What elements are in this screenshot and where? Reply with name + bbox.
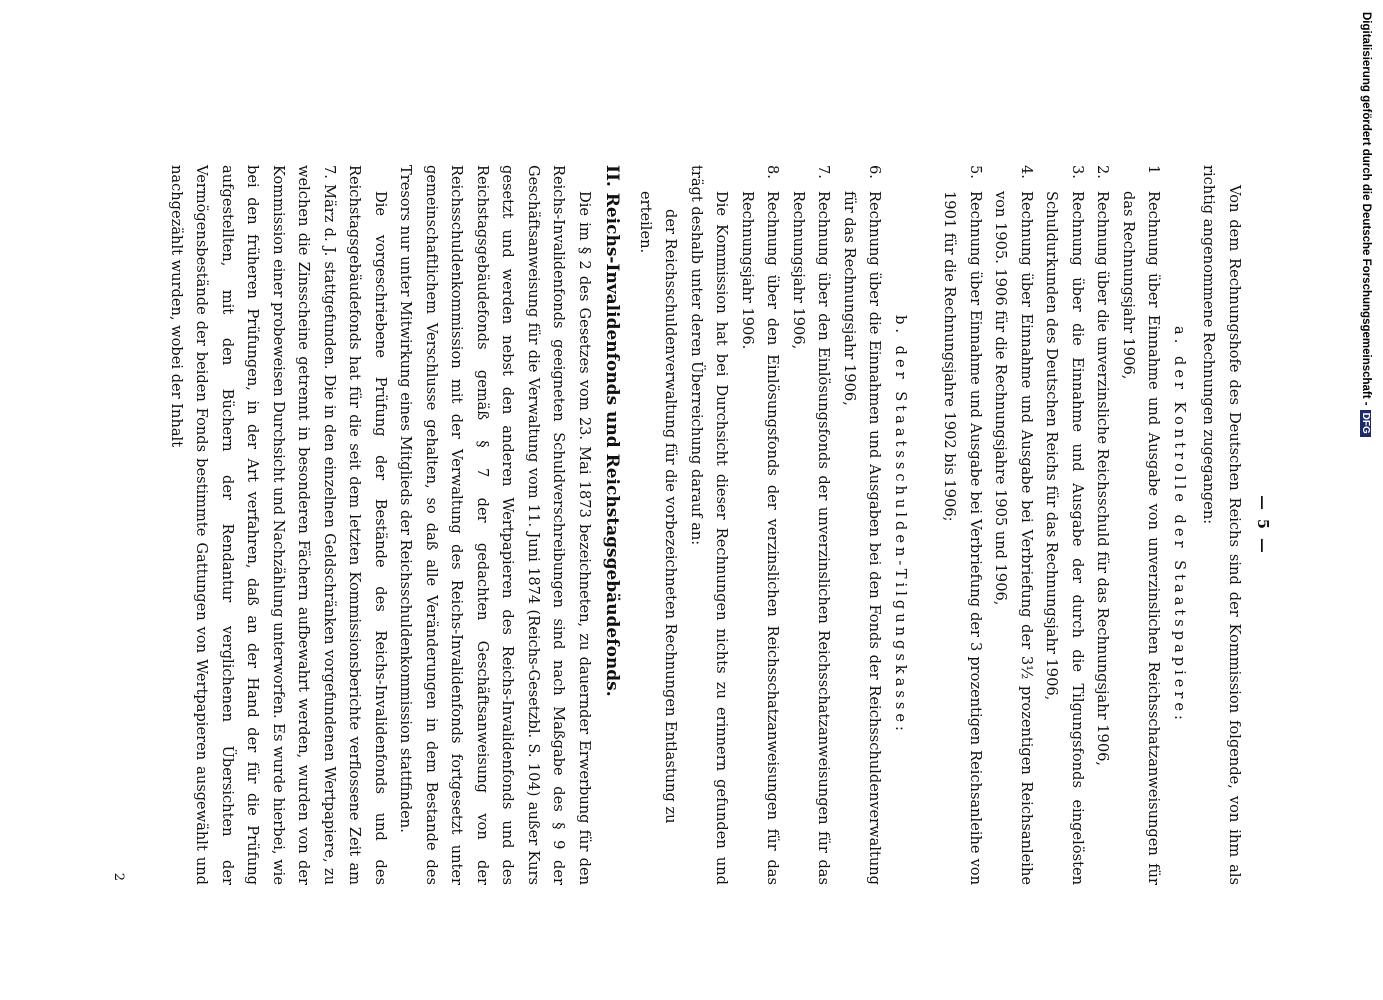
item-text: Rechnung über die unverzinsliche Reichsschuld für das Rechnungsjahr 1906, xyxy=(1094,191,1112,767)
item-text: Rechnung über Einnahme und Ausgabe bei Verbriefung der 3½ prozentigen Reichsanleihe von 1905. 1906 für die Rechnungsjahre 1905 und 1906, xyxy=(992,191,1035,885)
item-number: 4. xyxy=(1018,165,1035,179)
list-item xyxy=(937,165,988,885)
conclusion-motion: der Reichsschuldenverwaltung für die vorbezeichneten Rechnungen Entlastung zu erteilen. xyxy=(637,191,680,824)
dfg-logo: DFG xyxy=(1360,410,1371,437)
list-item xyxy=(786,165,837,885)
section-a-heading: a. der Kontrolle der Staatspapiere: xyxy=(1171,326,1188,724)
document-page xyxy=(111,165,1275,885)
item-text: Rechnung über den Einlösungsfonds der verzinslichen Reichsschatzanweisungen für das Rechnungsjahr 1906. xyxy=(739,191,782,885)
list-item xyxy=(1039,165,1090,885)
credit-text: Digitalisierung gefördert durch die Deutsche Forschungsgemeinschaft - xyxy=(1360,12,1372,406)
item-number: 6. xyxy=(866,165,884,179)
page-number: — 5 — xyxy=(1254,495,1271,555)
list-item xyxy=(735,165,786,885)
item-text: Rechnung über den Einlösungsfonds der unverzinslichen Reichsschatzanweisungen für das Rechnungsjahr 1906, xyxy=(790,191,833,885)
list-item xyxy=(837,165,888,885)
body-paragraph: Die im § 2 des Gesetzes vom 23. Mai 1873 bezeichneten, zu dauernder Erwerbung für den Reichs-Invalidenfonds geeigneten Schuldverschreibungen sind nach Maßgabe des § 9 der Geschäftsanweisung für die Verwaltung vom 11. Juni 1874 (Reichs-Gesetzbl. S. 104) außer Kurs gesetzt und werden nebst den anderen Wertpapieren des Reichs-Invalidenfonds und des Reichstagsgebäudefonds gemäß § 7 der gedachten Geschäftsanweisung von der Reichsschuldenkommission mit der Verwaltung des Reichs-Invalidenfonds fortgesetzt unter gemeinschaftlichem Verschlusse gehalten, so daß alle Veränderungen in dem Bestande des Tresors nur unter Mitwirkung eines Mitglieds der Reichsschuldenkommission stattfinden. xyxy=(397,165,593,885)
list-item xyxy=(1090,165,1116,885)
item-number: 3. xyxy=(1069,165,1086,179)
item-text: Rechnung über die Einnahme und Ausgabe der durch die Tilgungsfonds eingelösten Schuldurkunden des Deutschen Reichs für das Rechnungsjahr 1906, xyxy=(1043,191,1086,885)
item-number: 5. xyxy=(967,165,984,179)
item-number: 2. xyxy=(1094,165,1112,179)
section-ii-heading: II. Reichs-Invalidenfonds und Reichstagsgebäudefonds. xyxy=(602,165,623,697)
digitization-credit xyxy=(1360,12,1372,992)
signature-mark: 2 xyxy=(111,872,127,881)
section-b-heading: b. der Staatsschulden-Tilgungskasse: xyxy=(892,315,909,735)
list-item xyxy=(1116,165,1167,885)
conclusion-text: Die Kommission hat bei Durchsicht dieser Rechnungen nichts zu erinnern gefunden und trägt deshalb unter deren Überreichung darauf an: xyxy=(688,165,731,885)
item-text: Rechnung über die Einnahmen und Ausgaben bei den Fonds der Reichsschuldenverwaltung für das Rechnungsjahr 1906, xyxy=(841,191,884,885)
item-text: Rechnung über Einnahme und Ausgabe von unverzinslichen Reichsschatzanweisungen für das Rechnungsjahr 1906, xyxy=(1120,191,1163,885)
list-item xyxy=(988,165,1039,885)
item-number: 8. xyxy=(764,165,782,179)
intro-paragraph: Von dem Rechnungshofe des Deutschen Reichs sind der Kommission folgende, von ihm als richtig angenommene Rechnungen zugegangen: xyxy=(1200,165,1243,885)
item-text: Rechnung über Einnahme und Ausgabe bei Verbriefung der 3 prozentigen Reichsanleihe von 1901 für die Rechnungsjahre 1902 bis 1906; xyxy=(941,191,984,885)
spacer xyxy=(917,165,937,885)
item-number: 1 xyxy=(1145,165,1163,175)
item-number: 7. xyxy=(815,165,833,179)
body-paragraph: Die vorgeschriebene Prüfung der Bestände des Reichs-Invalidenfonds und des Reichstagsgebäudefonds hat für die seit dem letzten Kommissionsberichte verflossene Zeit am 7. März d. J. stattgefunden. Die in den einzelnen Geldschränken vorgefundenen Wertpapiere, zu welchen die Zinsscheine getrennt in besonderen Fächern aufbewahrt werden, wurden von der Kommission einer probeweisen Durchsicht und Nachzählung unterworfen. Es wurde hierbei, wie bei den früheren Prüfungen, in der Art verfahren, daß an der Hand der für die Prüfung aufgestellten, mit den Büchern der Rendantur verglichenen Übersichten der Vermögensbestände der beiden Fonds bestimmte Gattungen von Wertpapieren ausgewählt und nachgezählt wurden, wobei der Inhalt xyxy=(168,165,389,885)
